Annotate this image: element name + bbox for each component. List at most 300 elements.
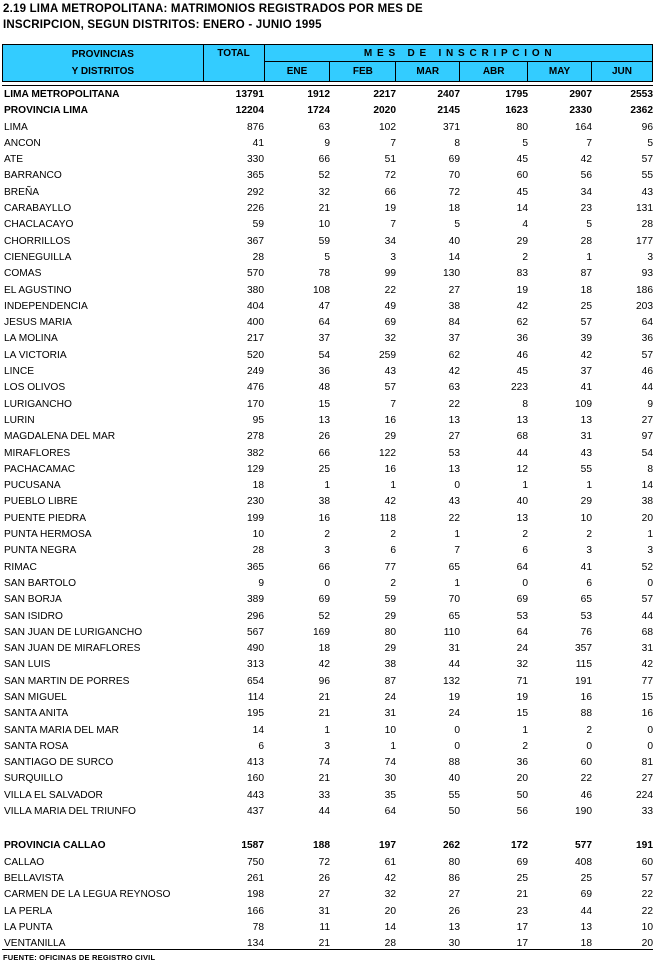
cell-month-1: 21 <box>318 203 330 215</box>
cell-total: 170 <box>247 398 264 410</box>
cell-month-2: 30 <box>384 773 396 785</box>
table-row <box>2 266 653 282</box>
cell-month-5: 29 <box>580 496 592 508</box>
cell-total: 12204 <box>235 105 264 117</box>
cell-month-2: 118 <box>379 512 396 524</box>
row-label: CARMEN DE LA LEGUA REYNOSO <box>4 889 171 901</box>
table-row <box>2 103 653 119</box>
cell-month-1: 11 <box>319 921 330 933</box>
cell-month-4: 19 <box>516 284 528 296</box>
cell-month-1: 9 <box>324 137 330 149</box>
cell-month-5: 357 <box>575 643 592 655</box>
table-row <box>2 641 653 657</box>
cell-month-2: 7 <box>390 137 396 149</box>
cell-month-2: 7 <box>390 219 396 231</box>
row-label: VILLA MARIA DEL TRIUNFO <box>4 806 136 818</box>
row-label: PUENTE PIEDRA <box>4 512 87 524</box>
cell-month-4: 17 <box>516 938 528 950</box>
cell-month-4: 223 <box>511 382 528 394</box>
cell-month-5: 53 <box>580 610 592 622</box>
cell-month-1: 27 <box>318 889 330 901</box>
cell-month-6: 10 <box>641 921 653 933</box>
cell-month-5: 43 <box>580 447 592 459</box>
cell-total: 490 <box>247 643 264 655</box>
cell-month-4: 80 <box>516 121 528 133</box>
cell-month-2: 2 <box>390 529 396 541</box>
row-label: VILLA EL SALVADOR <box>4 789 103 801</box>
cell-month-2: 2 <box>390 577 396 589</box>
cell-month-1: 74 <box>318 757 330 769</box>
cell-total: 404 <box>247 300 264 312</box>
table-row <box>2 136 653 152</box>
row-label: PUNTA HERMOSA <box>4 529 92 541</box>
cell-month-4: 36 <box>516 757 528 769</box>
cell-month-2: 3 <box>390 251 396 263</box>
cell-month-3: 63 <box>448 382 460 394</box>
cell-month-1: 0 <box>324 577 330 589</box>
cell-month-1: 66 <box>318 561 330 573</box>
cell-month-5: 109 <box>575 398 592 410</box>
cell-month-1: 48 <box>318 382 330 394</box>
header-mes-inscripcion: M E S D E I N S C R I P C I O N <box>264 45 652 62</box>
cell-month-3: 262 <box>443 840 460 852</box>
cell-month-1: 108 <box>313 284 330 296</box>
row-label: PROVINCIA CALLAO <box>4 840 106 852</box>
row-label: PROVINCIA LIMA <box>4 105 88 117</box>
cell-month-1: 64 <box>318 317 330 329</box>
row-label: PUEBLO LIBRE <box>4 496 78 508</box>
cell-total: 382 <box>247 447 264 459</box>
cell-month-4: 2 <box>522 740 528 752</box>
cell-total: 380 <box>247 284 264 296</box>
cell-month-1: 42 <box>318 659 330 671</box>
cell-month-5: 2 <box>586 724 592 736</box>
cell-month-2: 59 <box>384 594 396 606</box>
cell-month-3: 22 <box>448 512 460 524</box>
row-label: BREÑA <box>4 186 40 198</box>
table-row <box>2 560 653 576</box>
cell-month-3: 0 <box>454 480 460 492</box>
cell-total: 367 <box>247 235 264 247</box>
cell-month-6: 5 <box>647 137 653 149</box>
cell-month-5: 88 <box>580 708 592 720</box>
cell-month-5: 7 <box>586 137 592 149</box>
cell-month-1: 188 <box>313 840 330 852</box>
cell-month-6: 55 <box>641 170 653 182</box>
row-label: SANTIAGO DE SURCO <box>4 757 114 769</box>
cell-total: 95 <box>252 414 264 426</box>
table-row <box>2 397 653 413</box>
cell-month-1: 21 <box>318 938 330 950</box>
header-divider <box>2 85 653 86</box>
cell-month-5: 2907 <box>569 89 592 100</box>
cell-month-2: 6 <box>390 545 396 557</box>
cell-month-4: 24 <box>516 643 528 655</box>
cell-month-2: 64 <box>384 806 396 818</box>
row-label: SANTA MARIA DEL MAR <box>4 724 119 736</box>
cell-total: 437 <box>247 806 264 818</box>
cell-month-1: 1912 <box>307 89 330 100</box>
cell-month-6: 28 <box>641 219 653 231</box>
cell-month-4: 50 <box>516 789 528 801</box>
cell-month-1: 66 <box>318 154 330 166</box>
cell-month-6: 177 <box>636 235 653 247</box>
cell-month-3: 13 <box>448 921 460 933</box>
row-label: LIMA <box>4 121 28 133</box>
cell-month-4: 6 <box>522 545 528 557</box>
cell-month-1: 63 <box>318 121 330 133</box>
cell-total: 365 <box>247 170 264 182</box>
cell-month-2: 42 <box>384 496 396 508</box>
cell-month-6: 81 <box>641 757 653 769</box>
cell-month-3: 0 <box>454 740 460 752</box>
cell-month-5: 76 <box>580 626 592 638</box>
cell-month-6: 16 <box>641 708 653 720</box>
row-label: SAN BORJA <box>4 594 62 606</box>
cell-month-4: 42 <box>516 300 528 312</box>
cell-month-3: 27 <box>448 431 460 443</box>
cell-month-1: 38 <box>318 496 330 508</box>
cell-month-5: 39 <box>580 333 592 345</box>
cell-month-3: 65 <box>448 561 460 573</box>
cell-month-3: 44 <box>448 659 460 671</box>
table-row <box>2 838 653 854</box>
cell-month-3: 18 <box>448 203 460 215</box>
cell-month-4: 44 <box>516 447 528 459</box>
cell-month-6: 60 <box>641 856 653 868</box>
table-row <box>2 364 653 380</box>
cell-month-3: 43 <box>448 496 460 508</box>
cell-month-1: 66 <box>318 447 330 459</box>
cell-month-5: 57 <box>580 317 592 329</box>
cell-month-1: 3 <box>324 740 330 752</box>
cell-month-6: 52 <box>641 561 653 573</box>
row-label: BELLAVISTA <box>4 872 64 884</box>
cell-month-2: 1 <box>390 480 396 492</box>
table-row <box>2 674 653 690</box>
cell-month-2: 122 <box>379 447 396 459</box>
cell-month-4: 8 <box>522 398 528 410</box>
cell-month-5: 46 <box>580 789 592 801</box>
cell-month-4: 14 <box>516 203 528 215</box>
cell-total: 476 <box>247 382 264 394</box>
data-table-body <box>2 87 653 952</box>
cell-month-5: 2 <box>586 529 592 541</box>
cell-month-3: 69 <box>448 154 460 166</box>
cell-month-3: 110 <box>443 626 460 638</box>
cell-month-2: 42 <box>384 872 396 884</box>
cell-month-4: 25 <box>516 872 528 884</box>
cell-month-4: 83 <box>516 268 528 280</box>
cell-month-6: 203 <box>636 300 653 312</box>
cell-month-3: 7 <box>454 545 460 557</box>
cell-month-5: 60 <box>580 757 592 769</box>
row-label: SAN ISIDRO <box>4 610 63 622</box>
cell-month-4: 45 <box>516 186 528 198</box>
cell-month-5: 3 <box>586 545 592 557</box>
table-row <box>2 592 653 608</box>
table-row <box>2 576 653 592</box>
cell-month-6: 0 <box>647 724 653 736</box>
cell-month-5: 164 <box>575 121 592 133</box>
cell-total: 261 <box>247 872 264 884</box>
cell-total: 278 <box>247 431 264 443</box>
cell-month-5: 69 <box>580 889 592 901</box>
row-label: CHORRILLOS <box>4 235 71 247</box>
row-label: CALLAO <box>4 856 45 868</box>
cell-month-3: 84 <box>448 317 460 329</box>
cell-month-6: 57 <box>641 594 653 606</box>
table-row <box>2 788 653 804</box>
cell-month-2: 69 <box>384 317 396 329</box>
cell-month-4: 0 <box>522 577 528 589</box>
cell-month-3: 72 <box>448 186 460 198</box>
cell-total: 330 <box>247 154 264 166</box>
row-label: SANTA ANITA <box>4 708 69 720</box>
row-label: LA PUNTA <box>4 921 53 933</box>
cell-month-2: 49 <box>384 300 396 312</box>
cell-total: 226 <box>247 203 264 215</box>
cell-total: 78 <box>252 921 264 933</box>
cell-total: 249 <box>247 366 264 378</box>
cell-month-4: 45 <box>516 366 528 378</box>
row-label: LA MOLINA <box>4 333 58 345</box>
cell-month-1: 2 <box>324 529 330 541</box>
table-row <box>2 527 653 543</box>
table-row <box>2 755 653 771</box>
cell-month-6: 57 <box>641 154 653 166</box>
cell-month-2: 19 <box>384 203 396 215</box>
row-label: ATE <box>4 154 24 166</box>
cell-month-6: 46 <box>641 366 653 378</box>
table-row <box>2 120 653 136</box>
cell-total: 160 <box>247 773 264 785</box>
cell-month-1: 69 <box>318 594 330 606</box>
cell-month-5: 42 <box>580 154 592 166</box>
table-row <box>2 706 653 722</box>
table-row <box>2 201 653 217</box>
cell-month-1: 33 <box>318 789 330 801</box>
cell-month-2: 10 <box>384 724 396 736</box>
cell-month-5: 18 <box>580 284 592 296</box>
cell-month-6: 191 <box>636 840 653 852</box>
cell-month-3: 37 <box>448 333 460 345</box>
table-row <box>2 904 653 920</box>
cell-month-5: 31 <box>580 431 592 443</box>
cell-total: 520 <box>247 349 264 361</box>
row-label: RIMAC <box>4 561 37 573</box>
cell-month-4: 69 <box>516 594 528 606</box>
cell-month-5: 65 <box>580 594 592 606</box>
cell-month-2: 2217 <box>373 89 396 100</box>
cell-month-6: 43 <box>641 186 653 198</box>
cell-month-5: 0 <box>586 740 592 752</box>
cell-month-4: 64 <box>516 626 528 638</box>
cell-month-2: 87 <box>384 675 396 687</box>
cell-month-2: 22 <box>384 284 396 296</box>
cell-month-1: 72 <box>318 856 330 868</box>
table-row <box>2 152 653 168</box>
header-provincias-line-2: Y DISTRITOS <box>71 66 135 77</box>
cell-month-4: 13 <box>516 512 528 524</box>
cell-month-6: 0 <box>647 577 653 589</box>
cell-month-2: 38 <box>384 659 396 671</box>
cell-month-2: 2020 <box>373 105 396 117</box>
table-row <box>2 413 653 429</box>
cell-month-1: 10 <box>318 219 330 231</box>
cell-month-1: 5 <box>324 251 330 263</box>
cell-month-5: 191 <box>575 675 592 687</box>
cell-month-3: 14 <box>448 251 460 263</box>
table-row <box>2 380 653 396</box>
page-title <box>3 1 653 33</box>
cell-month-2: 14 <box>384 921 396 933</box>
cell-total: 28 <box>252 545 264 557</box>
cell-total: 28 <box>252 251 264 263</box>
cell-month-3: 1 <box>454 577 460 589</box>
row-label: LIMA METROPOLITANA <box>4 89 120 100</box>
cell-month-6: 68 <box>641 626 653 638</box>
table-header <box>2 44 653 82</box>
cell-month-2: 61 <box>384 856 396 868</box>
source-note: FUENTE: OFICINAS DE REGISTRO CIVIL <box>3 953 156 962</box>
cell-month-5: 1 <box>586 251 592 263</box>
cell-month-3: 26 <box>448 905 460 917</box>
cell-month-5: 6 <box>586 577 592 589</box>
cell-month-4: 12 <box>516 463 528 475</box>
cell-month-4: 1623 <box>505 105 528 117</box>
cell-month-2: 102 <box>379 121 396 133</box>
cell-month-3: 70 <box>448 170 460 182</box>
cell-total: 41 <box>252 137 264 149</box>
cell-month-5: 408 <box>575 856 592 868</box>
cell-month-1: 54 <box>318 349 330 361</box>
cell-month-2: 28 <box>384 938 396 950</box>
cell-month-4: 53 <box>516 610 528 622</box>
table-row <box>2 217 653 233</box>
cell-month-5: 41 <box>580 382 592 394</box>
cell-total: 195 <box>247 708 264 720</box>
cell-month-3: 19 <box>448 691 460 703</box>
cell-month-3: 86 <box>448 872 460 884</box>
cell-month-5: 1 <box>586 480 592 492</box>
cell-total: 198 <box>247 889 264 901</box>
cell-total: 6 <box>258 740 264 752</box>
cell-month-3: 53 <box>448 447 460 459</box>
table-row <box>2 331 653 347</box>
cell-total: 389 <box>247 594 264 606</box>
cell-month-3: 22 <box>448 398 460 410</box>
cell-month-5: 28 <box>580 235 592 247</box>
cell-month-4: 13 <box>516 414 528 426</box>
cell-month-3: 13 <box>448 463 460 475</box>
cell-total: 292 <box>247 186 264 198</box>
row-label: SAN JUAN DE LURIGANCHO <box>4 626 143 638</box>
table-row <box>2 299 653 315</box>
cell-month-6: 20 <box>641 938 653 950</box>
cell-month-6: 36 <box>641 333 653 345</box>
cell-month-5: 23 <box>580 203 592 215</box>
cell-month-3: 1 <box>454 529 460 541</box>
cell-month-3: 31 <box>448 643 460 655</box>
cell-month-5: 44 <box>580 905 592 917</box>
cell-month-3: 42 <box>448 366 460 378</box>
cell-month-2: 99 <box>384 268 396 280</box>
cell-month-3: 371 <box>443 121 460 133</box>
cell-month-2: 72 <box>384 170 396 182</box>
cell-month-3: 40 <box>448 773 460 785</box>
cell-month-5: 25 <box>580 300 592 312</box>
cell-month-6: 38 <box>641 496 653 508</box>
cell-month-5: 5 <box>586 219 592 231</box>
cell-month-4: 60 <box>516 170 528 182</box>
cell-month-2: 66 <box>384 186 396 198</box>
cell-month-5: 16 <box>580 691 592 703</box>
cell-month-2: 32 <box>384 889 396 901</box>
cell-month-2: 32 <box>384 333 396 345</box>
table-row <box>2 871 653 887</box>
row-label: SAN MARTIN DE PORRES <box>4 675 130 687</box>
cell-month-6: 3 <box>647 545 653 557</box>
table-row <box>2 543 653 559</box>
cell-month-4: 2 <box>522 251 528 263</box>
cell-total: 18 <box>252 480 264 492</box>
row-label: LURIGANCHO <box>4 398 72 410</box>
row-label: EL AGUSTINO <box>4 284 72 296</box>
row-label: LURIN <box>4 414 35 426</box>
table-row <box>2 920 653 936</box>
cell-month-5: 13 <box>580 921 592 933</box>
cell-month-6: 27 <box>641 414 653 426</box>
row-label: ANCON <box>4 137 41 149</box>
cell-month-4: 69 <box>516 856 528 868</box>
cell-month-5: 56 <box>580 170 592 182</box>
cell-month-1: 52 <box>318 170 330 182</box>
table-row <box>2 446 653 462</box>
cell-month-6: 27 <box>641 773 653 785</box>
section-gap <box>2 820 653 838</box>
cell-month-4: 64 <box>516 561 528 573</box>
row-label: PUNTA NEGRA <box>4 545 77 557</box>
cell-month-5: 10 <box>580 512 592 524</box>
row-label: SURQUILLO <box>4 773 63 785</box>
cell-total: 114 <box>247 691 264 703</box>
row-label: SANTA ROSA <box>4 740 69 752</box>
cell-total: 296 <box>247 610 264 622</box>
cell-month-1: 96 <box>318 675 330 687</box>
cell-month-1: 32 <box>318 186 330 198</box>
cell-month-4: 40 <box>516 496 528 508</box>
cell-month-5: 55 <box>580 463 592 475</box>
row-label: JESUS MARIA <box>4 317 72 329</box>
cell-month-1: 21 <box>318 773 330 785</box>
cell-month-6: 8 <box>647 463 653 475</box>
table-row <box>2 494 653 510</box>
table-row <box>2 804 653 820</box>
table-row <box>2 348 653 364</box>
cell-month-4: 68 <box>516 431 528 443</box>
cell-month-5: 22 <box>580 773 592 785</box>
cell-month-2: 77 <box>384 561 396 573</box>
cell-month-4: 23 <box>516 905 528 917</box>
cell-month-6: 22 <box>641 889 653 901</box>
cell-month-6: 93 <box>641 268 653 280</box>
cell-month-2: 16 <box>384 414 396 426</box>
table-row <box>2 690 653 706</box>
cell-month-4: 71 <box>516 675 528 687</box>
cell-month-1: 47 <box>318 300 330 312</box>
table-row <box>2 887 653 903</box>
